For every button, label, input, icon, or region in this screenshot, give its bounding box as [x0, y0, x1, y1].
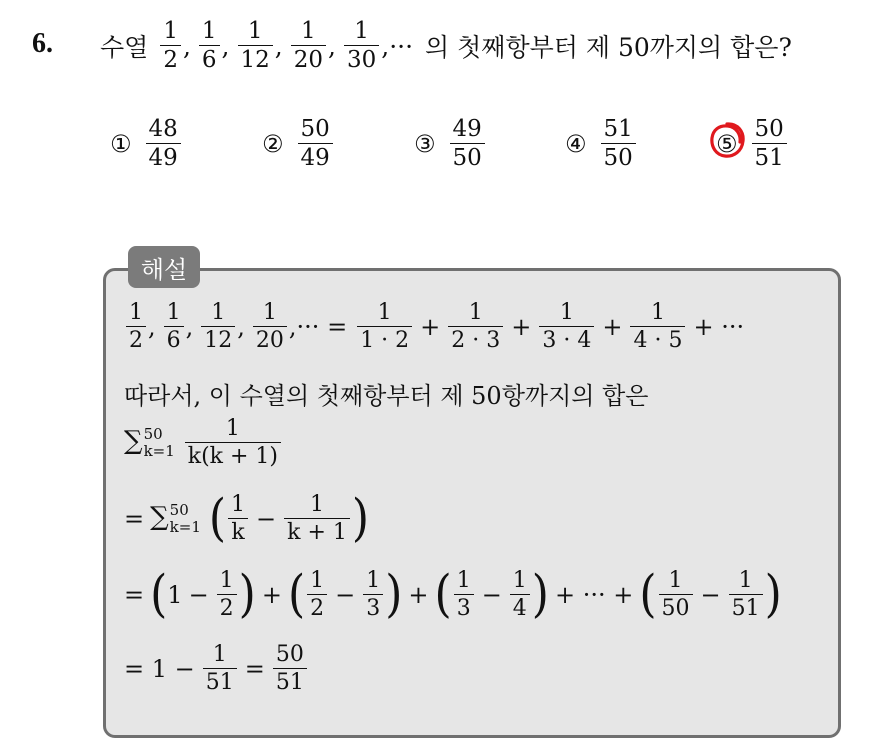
- fraction: $\frac{1}{2}$: [217, 570, 237, 620]
- question-suffix: 의 첫째항부터 제 50까지의 합은?: [425, 33, 792, 62]
- fraction: $\frac{1}{2 \cdot 3}$: [448, 302, 503, 352]
- fraction: $\frac{1}{3}$: [454, 570, 474, 620]
- fraction: $\frac{1}{20}$: [253, 302, 287, 352]
- fraction: $\frac{1}{3}$: [363, 570, 383, 620]
- choice-label: ①: [110, 130, 132, 158]
- choice-label: ④: [565, 130, 587, 158]
- fraction: $\frac{1}{4}$: [510, 570, 530, 620]
- question-text: 수열 $\frac{1}{2}$ , $\frac{1}{6}$ , $\frac{1}{12}$ , $\frac{1}{20}$ , $\frac{1}{30}$ ,··· 의 첫째항부터 제 50까지의 합은?: [100, 18, 792, 73]
- choice-2[interactable]: [262, 118, 335, 170]
- choice-5[interactable]: [716, 118, 789, 170]
- solution-line-3: [124, 418, 283, 468]
- solution-tag: 해설: [128, 246, 200, 288]
- fraction: $\frac{1}{1 \cdot 2}$: [357, 302, 412, 352]
- choice-fraction: $\frac{48}{49}$: [146, 118, 181, 170]
- choice-label-wrap: [716, 130, 738, 158]
- fraction: $\frac{1}{4 \cdot 5}$: [630, 302, 685, 352]
- fraction: $\frac{1}{2}$: [307, 570, 327, 620]
- choice-fraction: $\frac{49}{50}$: [450, 118, 485, 170]
- fraction: $\frac{1}{50}$: [659, 570, 693, 620]
- answer-fraction: $\frac{50}{51}$: [273, 644, 307, 694]
- fraction: $\frac{1}{k}$: [228, 494, 248, 544]
- solution-text: 따라서, 이 수열의 첫째항부터 제 50항까지의 합은: [124, 382, 649, 410]
- choice-label: ⑤: [716, 130, 738, 158]
- solution-line-5: = ( 1 − $\frac{1}{2}$ ) + ( $\frac{1}{2}$ − $\frac{1}{3}$ ) + ( $\frac{1}{3}$ − $\frac{1}{4}$ ) + ··· + ( $\frac{1}{50}$ − $\frac{1}{51}$ ): [124, 565, 782, 624]
- term-fraction: $\frac{1}{6}$: [199, 20, 220, 72]
- choice-label: ③: [414, 130, 436, 158]
- fraction: $\frac{1}{51}$: [203, 644, 237, 694]
- choice-label: ②: [262, 130, 284, 158]
- term-fraction: $\frac{1}{2}$: [160, 20, 181, 72]
- solution-line-1: $\frac{1}{2}$ , $\frac{1}{6}$ , $\frac{1}{12}$ , $\frac{1}{20}$ ,··· = $\frac{1}{1 \cdot 2}$ + $\frac{1}{2 \cdot 3}$ + $\frac{1}{3 \cdot 4}$ + $\frac{1}{4 \cdot 5}$ + ···: [124, 302, 750, 352]
- term-fraction: $\frac{1}{30}$: [344, 20, 379, 72]
- choice-fraction: $\frac{51}{50}$: [601, 118, 636, 170]
- choice-fraction: $\frac{50}{51}$: [752, 118, 787, 170]
- sigma-sum: ∑ 50 k=1: [124, 424, 175, 460]
- fraction: $\frac{1}{6}$: [164, 302, 184, 352]
- solution-line-2: [124, 376, 648, 411]
- choice-3[interactable]: [414, 118, 487, 170]
- solution-line-6: = 1 − $\frac{1}{51}$ = $\frac{50}{51}$: [124, 644, 309, 694]
- ellipsis-equals: ,··· =: [288, 313, 348, 341]
- question-prefix: 수열: [100, 33, 149, 62]
- fraction: $\frac{1}{51}$: [729, 570, 763, 620]
- fraction: $\frac{1}{12}$: [201, 302, 235, 352]
- fraction: $\frac{1}{k(k + 1)}$: [185, 418, 281, 468]
- solution-line-4: = ∑ 50 k=1 ( $\frac{1}{k}$ − $\frac{1}{k + 1}$ ): [124, 489, 370, 548]
- term-fraction: $\frac{1}{12}$: [238, 20, 273, 72]
- fraction: $\frac{1}{k + 1}$: [284, 494, 350, 544]
- sigma-sum: ∑ 50 k=1: [150, 500, 201, 536]
- question-number: 6.: [32, 28, 53, 59]
- term-fraction: $\frac{1}{20}$: [291, 20, 326, 72]
- choice-4[interactable]: [565, 118, 638, 170]
- choice-fraction: $\frac{50}{49}$: [298, 118, 333, 170]
- choice-1[interactable]: [110, 118, 183, 170]
- fraction: $\frac{1}{3 \cdot 4}$: [539, 302, 594, 352]
- fraction: $\frac{1}{2}$: [126, 302, 146, 352]
- ellipsis: ,···: [381, 31, 414, 61]
